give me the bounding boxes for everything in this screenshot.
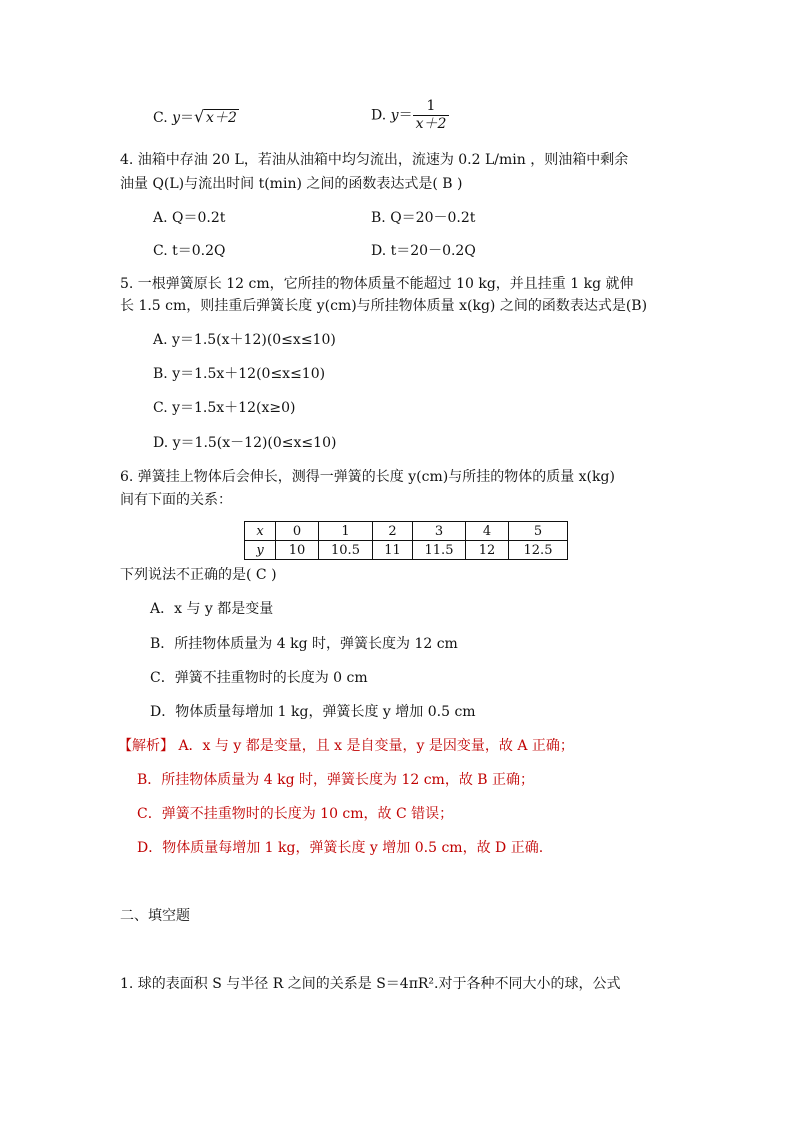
- table-cell: 4: [466, 522, 509, 541]
- q5-stem-line2: 长 1.5 cm，则挂重后弹簧长度 y(cm)与所挂物体质量 x(kg) 之间的函数表达式是(B): [120, 298, 648, 314]
- q3-option-d: D. y＝ $\frac{1}{x+2}$: [371, 98, 449, 133]
- q5-option-c: C. y＝1.5x＋12(x≥0): [153, 400, 296, 416]
- analysis-line-d: D．物体质量每增加 1 kg，弹簧长度 y 增加 0.5 cm，故 D 正确.: [137, 840, 544, 856]
- q5-option-b: B. y＝1.5x＋12(0≤x≤10): [153, 366, 326, 382]
- q5-option-a: A. y＝1.5(x＋12)(0≤x≤10): [153, 332, 336, 348]
- q6-option-d: D．物体质量每增加 1 kg，弹簧长度 y 增加 0.5 cm: [150, 704, 476, 720]
- table-cell: 2: [373, 522, 413, 541]
- fraction: $\frac{1}{x+2}$: [413, 98, 450, 133]
- q4-option-a: A. Q＝0.2t: [153, 210, 226, 226]
- table-cell: 12: [466, 541, 509, 560]
- section-title: 二、填空题: [120, 908, 190, 924]
- q4-option-c: C. t＝0.2Q: [153, 243, 226, 259]
- q4-stem-line1: 4. 油箱中存油 20 L，若油从油箱中均匀流出，流速为 0.2 L/min ，则油箱中剩余: [120, 152, 629, 168]
- table-row-x: [245, 522, 568, 541]
- q5-stem-line1: 5. 一根弹簧原长 12 cm，它所挂的物体质量不能超过 10 kg，并且挂重 1 kg 就伸: [120, 276, 634, 292]
- analysis-tag: 【解析】: [118, 738, 174, 754]
- q4-stem-line2: 油量 Q(L)与流出时间 t(min) 之间的函数表达式是( B ): [120, 176, 463, 192]
- fill-q1-line1: 1. 球的表面积 S 与半径 R 之间的关系是 S＝4πR².对于各种不同大小的球，公式: [120, 976, 621, 992]
- q6-option-a: A．x 与 y 都是变量: [150, 601, 274, 617]
- table-cell: x: [245, 522, 276, 541]
- table-cell: 3: [413, 522, 466, 541]
- table-cell: 10: [276, 541, 319, 560]
- table-cell: 10.5: [319, 541, 373, 560]
- table-cell: y: [245, 541, 276, 560]
- data-table: [244, 521, 568, 560]
- table-row-y: [245, 541, 568, 560]
- q6-prompt: 下列说法不正确的是( C ): [120, 567, 277, 583]
- q6-stem-line1: 6. 弹簧挂上物体后会伸长，测得一弹簧的长度 y(cm)与所挂的物体的质量 x(kg): [120, 469, 615, 485]
- table-cell: 5: [509, 522, 568, 541]
- table-cell: 1: [319, 522, 373, 541]
- q4-option-b: B. Q＝20－0.2t: [371, 210, 476, 226]
- q3-option-c: C. y＝ √ x＋2: [153, 107, 237, 126]
- table-cell: 11: [373, 541, 413, 560]
- table-cell: 11.5: [413, 541, 466, 560]
- q6-option-c: C．弹簧不挂重物时的长度为 0 cm: [150, 670, 368, 686]
- q6-stem-line2: 间有下面的关系：: [120, 492, 232, 508]
- q4-option-d: D. t＝20－0.2Q: [371, 243, 476, 259]
- q5-option-d: D. y＝1.5(x－12)(0≤x≤10): [153, 435, 337, 451]
- q6-option-b: B．所挂物体质量为 4 kg 时，弹簧长度为 12 cm: [150, 636, 458, 652]
- analysis-line-b: B．所挂物体质量为 4 kg 时，弹簧长度为 12 cm，故 B 正确；: [137, 772, 535, 788]
- table-cell: 12.5: [509, 541, 568, 560]
- table-cell: 0: [276, 522, 319, 541]
- analysis-line-c: C．弹簧不挂重物时的长度为 10 cm，故 C 错误；: [137, 806, 454, 822]
- analysis-line-a: 【解析】 A．x 与 y 都是变量，且 x 是自变量，y 是因变量，故 A 正确；: [118, 738, 574, 754]
